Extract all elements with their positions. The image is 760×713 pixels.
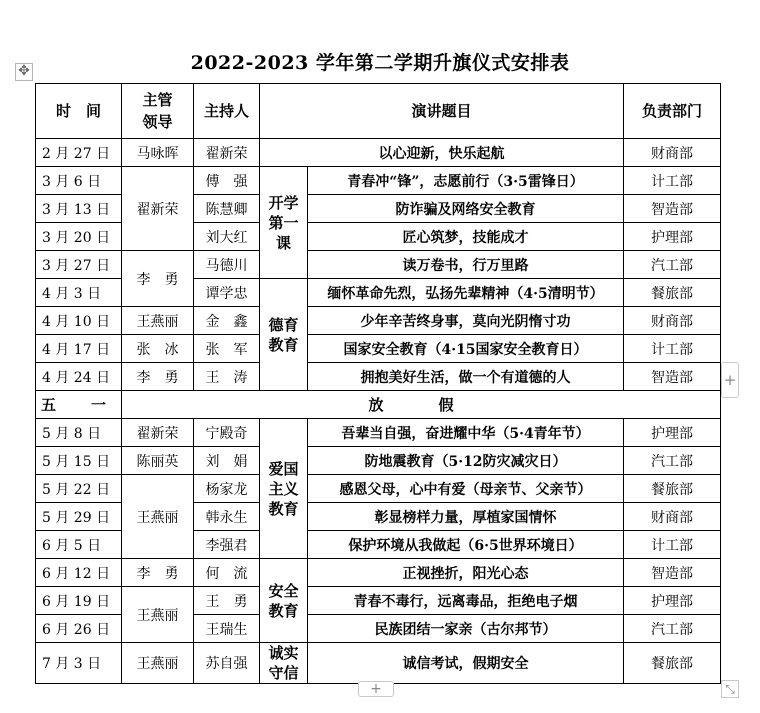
date-cell[interactable]: 3 月 27 日 xyxy=(36,251,122,279)
topic-cell[interactable]: 正视挫折，阳光心态 xyxy=(308,559,624,587)
date-cell[interactable]: 3 月 6 日 xyxy=(36,167,122,195)
dept-cell[interactable]: 计工部 xyxy=(624,531,721,559)
dept-cell[interactable]: 智造部 xyxy=(624,363,721,391)
date-cell[interactable]: 3 月 20 日 xyxy=(36,223,122,251)
date-cell[interactable]: 6 月 19 日 xyxy=(36,587,122,615)
add-column-button[interactable]: + xyxy=(721,362,739,398)
leader-cell[interactable]: 翟新荣 xyxy=(122,419,194,447)
table-row xyxy=(36,559,721,587)
date-cell[interactable]: 3 月 13 日 xyxy=(36,195,122,223)
host-cell[interactable]: 杨家龙 xyxy=(194,475,260,503)
schedule-table xyxy=(35,83,721,684)
leader-cell[interactable]: 王燕丽 xyxy=(122,475,194,559)
table-row xyxy=(36,363,721,391)
header-row xyxy=(36,84,721,139)
table-row xyxy=(36,167,721,195)
dept-cell[interactable]: 汽工部 xyxy=(624,447,721,475)
topic-cell[interactable]: 国家安全教育（4·15国家安全教育日） xyxy=(308,335,624,363)
host-cell[interactable]: 何 流 xyxy=(194,559,260,587)
dept-cell[interactable]: 餐旅部 xyxy=(624,643,721,684)
topic-cell[interactable]: 读万卷书，行万里路 xyxy=(308,251,624,279)
table-row xyxy=(36,587,721,615)
dept-cell[interactable]: 护理部 xyxy=(624,419,721,447)
topic-cell[interactable]: 以心迎新，快乐起航 xyxy=(260,139,624,167)
dept-cell[interactable]: 财商部 xyxy=(624,139,721,167)
topic-cell[interactable]: 吾辈当自强，奋进耀中华（5·4青年节） xyxy=(308,419,624,447)
topic-cell[interactable]: 青春不毒行，远离毒品，拒绝电子烟 xyxy=(308,587,624,615)
topic-cell[interactable]: 保护环境从我做起（6·5世界环境日） xyxy=(308,531,624,559)
dept-cell[interactable]: 智造部 xyxy=(624,559,721,587)
dept-cell[interactable]: 汽工部 xyxy=(624,251,721,279)
host-cell[interactable]: 金 鑫 xyxy=(194,307,260,335)
topic-cell[interactable]: 少年辛苦终身事，莫向光阴惰寸功 xyxy=(308,307,624,335)
header-time[interactable]: 时 间 xyxy=(36,84,122,139)
header-leader[interactable]: 主管领导 xyxy=(122,84,194,139)
host-cell[interactable]: 傅 强 xyxy=(194,167,260,195)
date-cell[interactable]: 6 月 26 日 xyxy=(36,615,122,643)
category-cell[interactable]: 开学第一课 xyxy=(260,167,308,279)
header-topic[interactable]: 演讲题目 xyxy=(260,84,624,139)
leader-cell[interactable]: 李 勇 xyxy=(122,559,194,587)
category-cell[interactable]: 安全教育 xyxy=(260,559,308,643)
host-cell[interactable]: 刘大红 xyxy=(194,223,260,251)
page-title: 2022-2023 学年第二学期升旗仪式安排表 xyxy=(190,52,570,74)
topic-cell[interactable]: 青春冲“锋”，志愿前行（3·5雷锋日） xyxy=(308,167,624,195)
header-host[interactable]: 主持人 xyxy=(194,84,260,139)
leader-cell[interactable]: 王燕丽 xyxy=(122,307,194,335)
topic-cell[interactable]: 防地震教育（5·12防灾减灾日） xyxy=(308,447,624,475)
host-cell[interactable]: 苏自强 xyxy=(194,643,260,684)
date-cell[interactable]: 7 月 3 日 xyxy=(36,643,122,684)
table-row xyxy=(36,475,721,503)
dept-cell[interactable]: 护理部 xyxy=(624,587,721,615)
category-cell[interactable]: 德育教育 xyxy=(260,279,308,391)
host-cell[interactable]: 韩永生 xyxy=(194,503,260,531)
holiday-row xyxy=(36,391,721,419)
date-cell[interactable]: 2 月 27 日 xyxy=(36,139,122,167)
dept-cell[interactable]: 计工部 xyxy=(624,167,721,195)
topic-cell[interactable]: 拥抱美好生活，做一个有道德的人 xyxy=(308,363,624,391)
host-cell[interactable]: 宁殿奇 xyxy=(194,419,260,447)
date-cell[interactable]: 5 月 8 日 xyxy=(36,419,122,447)
table-row xyxy=(36,643,721,684)
dept-cell[interactable]: 财商部 xyxy=(624,307,721,335)
dept-cell[interactable]: 财商部 xyxy=(624,503,721,531)
add-row-button[interactable]: + xyxy=(358,681,394,697)
dept-cell[interactable]: 餐旅部 xyxy=(624,279,721,307)
table-row xyxy=(36,419,721,447)
date-cell[interactable]: 4 月 17 日 xyxy=(36,335,122,363)
holiday-label-cell[interactable]: 五 一 xyxy=(36,391,122,419)
category-cell[interactable]: 爱国主义教育 xyxy=(260,419,308,559)
leader-cell[interactable]: 马咏晖 xyxy=(122,139,194,167)
dept-cell[interactable]: 餐旅部 xyxy=(624,475,721,503)
topic-cell[interactable]: 匠心筑梦，技能成才 xyxy=(308,223,624,251)
table-row xyxy=(36,447,721,475)
table-row xyxy=(36,251,721,279)
date-cell[interactable]: 4 月 10 日 xyxy=(36,307,122,335)
topic-cell[interactable]: 缅怀革命先烈，弘扬先辈精神（4·5清明节） xyxy=(308,279,624,307)
holiday-text-cell[interactable]: 放 假 xyxy=(122,391,721,419)
table-resize-icon[interactable]: ⤡ xyxy=(721,680,739,698)
host-cell[interactable]: 张 军 xyxy=(194,335,260,363)
topic-cell[interactable]: 彰显榜样力量，厚植家国情怀 xyxy=(308,503,624,531)
dept-cell[interactable]: 计工部 xyxy=(624,335,721,363)
table-row xyxy=(36,307,721,335)
leader-cell[interactable]: 翟新荣 xyxy=(122,167,194,251)
table-row xyxy=(36,139,721,167)
leader-cell[interactable]: 王燕丽 xyxy=(122,587,194,643)
host-cell[interactable]: 翟新荣 xyxy=(194,139,260,167)
dept-cell[interactable]: 汽工部 xyxy=(624,615,721,643)
host-cell[interactable]: 王 勇 xyxy=(194,587,260,615)
dept-cell[interactable]: 护理部 xyxy=(624,223,721,251)
topic-cell[interactable]: 诚信考试，假期安全 xyxy=(308,643,624,684)
host-cell[interactable]: 马德川 xyxy=(194,251,260,279)
header-dept[interactable]: 负责部门 xyxy=(624,84,721,139)
leader-cell[interactable]: 李 勇 xyxy=(122,251,194,307)
topic-cell[interactable]: 感恩父母，心中有爱（母亲节、父亲节） xyxy=(308,475,624,503)
host-cell[interactable]: 谭学忠 xyxy=(194,279,260,307)
host-cell[interactable]: 刘 娟 xyxy=(194,447,260,475)
topic-cell[interactable]: 民族团结一家亲（古尔邦节） xyxy=(308,615,624,643)
date-cell[interactable]: 5 月 15 日 xyxy=(36,447,122,475)
table-move-icon[interactable]: ✥ xyxy=(15,63,33,81)
leader-cell[interactable]: 张 冰 xyxy=(122,335,194,363)
date-cell[interactable]: 5 月 22 日 xyxy=(36,475,122,503)
table-row xyxy=(36,335,721,363)
host-cell[interactable]: 李强君 xyxy=(194,531,260,559)
date-cell[interactable]: 6 月 12 日 xyxy=(36,559,122,587)
date-cell[interactable]: 4 月 3 日 xyxy=(36,279,122,307)
category-cell[interactable]: 诚实守信 xyxy=(260,643,308,684)
topic-cell[interactable]: 防诈骗及网络安全教育 xyxy=(308,195,624,223)
host-cell[interactable]: 王瑞生 xyxy=(194,615,260,643)
leader-cell[interactable]: 王燕丽 xyxy=(122,643,194,684)
date-cell[interactable]: 6 月 5 日 xyxy=(36,531,122,559)
leader-cell[interactable]: 陈丽英 xyxy=(122,447,194,475)
dept-cell[interactable]: 智造部 xyxy=(624,195,721,223)
date-cell[interactable]: 4 月 24 日 xyxy=(36,363,122,391)
host-cell[interactable]: 陈慧卿 xyxy=(194,195,260,223)
date-cell[interactable]: 5 月 29 日 xyxy=(36,503,122,531)
leader-cell[interactable]: 李 勇 xyxy=(122,363,194,391)
host-cell[interactable]: 王 涛 xyxy=(194,363,260,391)
